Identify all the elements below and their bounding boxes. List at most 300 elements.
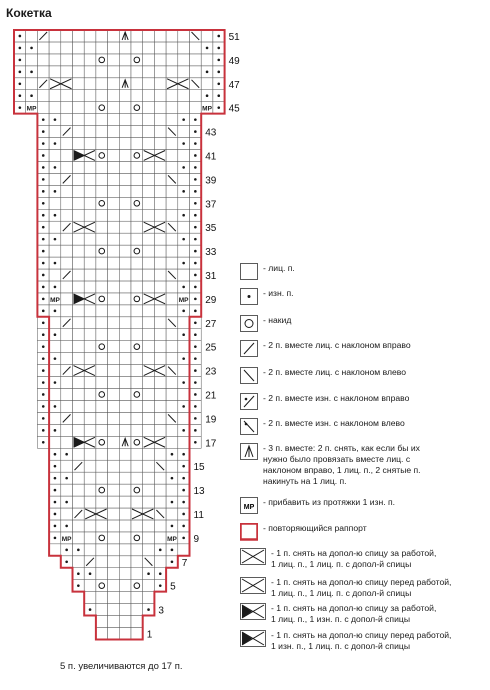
chart-cell xyxy=(119,281,131,293)
chart-cell xyxy=(73,173,85,185)
chart-cell xyxy=(154,532,166,544)
mp-increase-mark: MP xyxy=(178,296,189,304)
chart-cell xyxy=(178,30,190,42)
chart-cell xyxy=(166,114,178,126)
chart-cell xyxy=(49,173,61,185)
purl-dot xyxy=(65,525,68,528)
chart-cell xyxy=(108,221,120,233)
chart-cell xyxy=(73,389,85,401)
chart-cell xyxy=(73,412,85,424)
row-number: 13 xyxy=(193,486,205,498)
purl-dot xyxy=(42,429,45,432)
chart-cell xyxy=(178,245,190,257)
chart-cell xyxy=(166,436,178,448)
chart-cell xyxy=(119,580,131,592)
chart-cell xyxy=(96,197,108,209)
chart-cell xyxy=(108,628,120,640)
chart-cell xyxy=(131,604,143,616)
chart-cell xyxy=(108,484,120,496)
chart-cell xyxy=(84,42,96,54)
chart-cell xyxy=(131,150,143,162)
chart-cell xyxy=(96,209,108,221)
purl-dot xyxy=(194,441,197,444)
chart-cell xyxy=(166,161,178,173)
legend-item xyxy=(240,393,409,411)
chart-cell xyxy=(166,424,178,436)
chart-cell xyxy=(143,472,155,484)
chart-cell xyxy=(96,592,108,604)
chart-cell xyxy=(131,293,143,305)
purl-dot xyxy=(77,572,80,575)
chart-cell xyxy=(108,305,120,317)
chart-cell xyxy=(154,173,166,185)
chart-cell xyxy=(108,102,120,114)
purl-dot xyxy=(194,369,197,372)
chart-cell xyxy=(166,508,178,520)
chart-cell xyxy=(131,400,143,412)
chart-cell xyxy=(131,424,143,436)
chart-cell xyxy=(96,616,108,628)
chart-cell xyxy=(154,329,166,341)
chart-cell xyxy=(84,54,96,66)
chart-cell xyxy=(154,185,166,197)
chart-title: Кокетка xyxy=(6,6,52,20)
chart-cell xyxy=(166,185,178,197)
chart-cell xyxy=(143,54,155,66)
chart-cell xyxy=(84,544,96,556)
chart-cell xyxy=(73,42,85,54)
chart-cell xyxy=(131,66,143,78)
chart-cell xyxy=(119,353,131,365)
purl-dot xyxy=(42,369,45,372)
chart-cell xyxy=(84,126,96,138)
purl-dot xyxy=(217,94,220,97)
chart-cell xyxy=(108,329,120,341)
chart-cell xyxy=(73,209,85,221)
purl-dot xyxy=(182,286,185,289)
chart-cell xyxy=(178,102,190,114)
chart-cell xyxy=(84,161,96,173)
chart-cell xyxy=(73,185,85,197)
purl-dot xyxy=(19,71,22,74)
chart-cell xyxy=(61,389,73,401)
chart-cell xyxy=(108,269,120,281)
chart-cell xyxy=(143,138,155,150)
chart-cell xyxy=(143,269,155,281)
purl-dot xyxy=(54,310,57,313)
chart-cell xyxy=(61,66,73,78)
chart-cell xyxy=(131,233,143,245)
chart-cell xyxy=(84,185,96,197)
chart-cell xyxy=(201,78,213,90)
chart-cell xyxy=(166,209,178,221)
chart-cell xyxy=(84,520,96,532)
chart-cell xyxy=(96,233,108,245)
mp-increase-mark: MP xyxy=(61,535,72,543)
purl-dot xyxy=(194,321,197,324)
chart-cell xyxy=(96,78,108,90)
chart-cell xyxy=(61,42,73,54)
legend-item xyxy=(240,263,295,281)
chart-cell xyxy=(96,544,108,556)
chart-cell xyxy=(73,78,85,90)
purl-dot xyxy=(182,190,185,193)
chart-cell xyxy=(84,377,96,389)
purl-dot xyxy=(194,154,197,157)
row-number: 23 xyxy=(205,366,217,378)
purl-dot xyxy=(194,274,197,277)
chart-cell xyxy=(49,436,61,448)
chart-cell xyxy=(143,448,155,460)
row-number: 11 xyxy=(193,509,204,521)
chart-cell xyxy=(108,281,120,293)
chart-cell xyxy=(96,436,108,448)
chart-cell xyxy=(119,365,131,377)
mp-increase-mark: MP xyxy=(26,105,37,113)
chart-cell xyxy=(96,329,108,341)
chart-cell xyxy=(154,496,166,508)
chart-cell xyxy=(119,329,131,341)
chart-cell xyxy=(119,400,131,412)
chart-cell xyxy=(119,221,131,233)
chart-cell xyxy=(73,138,85,150)
chart-cell xyxy=(119,556,131,568)
chart-cell xyxy=(178,54,190,66)
chart-cell xyxy=(61,424,73,436)
purl-dot xyxy=(182,477,185,480)
purl-dot xyxy=(194,202,197,205)
chart-cell xyxy=(131,544,143,556)
chart-cell xyxy=(73,305,85,317)
chart-cell xyxy=(143,532,155,544)
chart-cell xyxy=(119,377,131,389)
chart-cell xyxy=(73,102,85,114)
chart-cell xyxy=(49,66,61,78)
purl-dot xyxy=(194,118,197,121)
chart-cell xyxy=(119,233,131,245)
chart-cell xyxy=(119,197,131,209)
chart-cell xyxy=(96,54,108,66)
chart-cell xyxy=(154,245,166,257)
chart-cell xyxy=(143,66,155,78)
legend-text: - 2 п. вместе изн. с наклоном вправо xyxy=(263,393,410,403)
purl-dot xyxy=(194,130,197,133)
chart-cell xyxy=(49,341,61,353)
chart-cell xyxy=(154,233,166,245)
chart-cell xyxy=(73,496,85,508)
chart-cell xyxy=(178,269,190,281)
chart-cell xyxy=(61,233,73,245)
chart-cell xyxy=(190,54,202,66)
chart-cell xyxy=(96,245,108,257)
chart-cell xyxy=(154,114,166,126)
chart-cell xyxy=(73,233,85,245)
chart-cell xyxy=(154,484,166,496)
chart-cell xyxy=(154,209,166,221)
mp-increase-mark: MP xyxy=(50,296,60,304)
chart-cell xyxy=(154,353,166,365)
chart-cell xyxy=(119,317,131,329)
chart-cell xyxy=(108,616,120,628)
chart-cell xyxy=(131,448,143,460)
chart-cell xyxy=(108,173,120,185)
row-number: 43 xyxy=(205,127,217,139)
chart-cell xyxy=(84,66,96,78)
chart-cell xyxy=(143,126,155,138)
chart-cell xyxy=(143,544,155,556)
chart-cell xyxy=(73,197,85,209)
chart-cell xyxy=(61,54,73,66)
purl-dot xyxy=(182,262,185,265)
chart-cell xyxy=(143,329,155,341)
chart-cell xyxy=(119,185,131,197)
chart-cell xyxy=(61,197,73,209)
chart-cell xyxy=(49,221,61,233)
chart-cell xyxy=(154,317,166,329)
purl-dot xyxy=(42,274,45,277)
purl-dot xyxy=(54,537,57,540)
legend-text: - накид xyxy=(263,315,292,325)
chart-cell xyxy=(84,30,96,42)
legend-text: - 2 п. вместе лиц. с наклоном вправо xyxy=(263,340,411,350)
chart-cell xyxy=(131,42,143,54)
chart-cell xyxy=(166,138,178,150)
row-number: 25 xyxy=(205,342,217,354)
chart-cell xyxy=(178,365,190,377)
chart-cell xyxy=(166,233,178,245)
purl-dot xyxy=(182,405,185,408)
purl-dot xyxy=(19,47,22,50)
purl-dot xyxy=(194,310,197,313)
chart-cell xyxy=(143,197,155,209)
chart-cell xyxy=(108,472,120,484)
chart-cell xyxy=(84,102,96,114)
chart-cell xyxy=(37,42,49,54)
chart-cell xyxy=(154,269,166,281)
chart-cell xyxy=(119,508,131,520)
chart-cell xyxy=(84,580,96,592)
chart-cell xyxy=(49,126,61,138)
chart-cell xyxy=(73,353,85,365)
row-number: 15 xyxy=(193,462,205,474)
purl-dot xyxy=(54,453,57,456)
chart-cell xyxy=(61,436,73,448)
row-number: 7 xyxy=(181,557,188,569)
chart-cell xyxy=(96,341,108,353)
chart-cell xyxy=(73,281,85,293)
purl-dot xyxy=(217,106,220,109)
chart-cell xyxy=(131,114,143,126)
legend-item xyxy=(240,288,294,306)
chart-cell xyxy=(96,257,108,269)
chart-cell xyxy=(108,54,120,66)
chart-cell xyxy=(73,30,85,42)
chart-cell xyxy=(131,628,143,640)
chart-cell xyxy=(119,138,131,150)
chart-cell xyxy=(108,568,120,580)
purl-dot xyxy=(182,429,185,432)
purl-dot xyxy=(42,357,45,360)
circle-cell-icon xyxy=(240,315,258,333)
chart-cell xyxy=(166,197,178,209)
chart-cell xyxy=(178,197,190,209)
legend-item xyxy=(240,497,395,515)
row-number: 35 xyxy=(205,223,217,235)
purl-dot xyxy=(65,477,68,480)
chart-cell xyxy=(166,400,178,412)
chart-cell xyxy=(108,604,120,616)
chart-cell xyxy=(84,281,96,293)
chart-cell xyxy=(96,400,108,412)
row-number: 37 xyxy=(205,199,217,211)
purl-dot xyxy=(42,345,45,348)
chart-cell xyxy=(84,78,96,90)
chart-cell xyxy=(49,389,61,401)
chart-cell xyxy=(61,400,73,412)
chart-cell xyxy=(96,42,108,54)
chart-cell xyxy=(131,197,143,209)
purl-dot xyxy=(182,489,185,492)
chart-cell xyxy=(143,460,155,472)
chart-cell xyxy=(108,377,120,389)
triple-arrow-icon xyxy=(240,443,258,461)
chart-cell xyxy=(119,257,131,269)
chart-cell xyxy=(154,556,166,568)
chart-cell xyxy=(96,460,108,472)
chart-cell xyxy=(178,317,190,329)
chart-cell xyxy=(131,365,143,377)
chart-cell xyxy=(131,496,143,508)
chart-cell xyxy=(61,102,73,114)
purl-dot xyxy=(194,178,197,181)
chart-cell xyxy=(96,317,108,329)
chart-cell xyxy=(178,42,190,54)
chart-cell xyxy=(61,161,73,173)
chart-cell xyxy=(143,305,155,317)
chart-cell xyxy=(108,580,120,592)
chart-cell xyxy=(143,317,155,329)
chart-cell xyxy=(73,90,85,102)
purl-dot xyxy=(54,465,57,468)
chart-cell xyxy=(143,185,155,197)
chart-cell xyxy=(61,150,73,162)
row-number: 31 xyxy=(205,270,217,282)
chart-cell xyxy=(143,580,155,592)
chart-cell xyxy=(131,257,143,269)
purl-dot xyxy=(194,214,197,217)
chart-cell xyxy=(178,412,190,424)
chart-cell xyxy=(108,78,120,90)
chart-cell xyxy=(143,42,155,54)
slash-left-icon xyxy=(240,367,258,385)
chart-cell xyxy=(108,520,120,532)
purl-dot xyxy=(42,381,45,384)
chart-cell xyxy=(131,138,143,150)
chart-cell xyxy=(131,126,143,138)
chart-cell xyxy=(119,305,131,317)
chart-cell xyxy=(73,341,85,353)
chart-cell xyxy=(178,389,190,401)
chart-cell xyxy=(108,592,120,604)
chart-cell xyxy=(61,209,73,221)
purl-dot xyxy=(194,226,197,229)
legend-item xyxy=(240,577,451,599)
purl-dot xyxy=(54,405,57,408)
chart-cell xyxy=(108,138,120,150)
purl-dot xyxy=(217,82,220,85)
purl-dot xyxy=(194,405,197,408)
chart-cell xyxy=(108,233,120,245)
chart-cell xyxy=(26,30,38,42)
chart-cell xyxy=(119,173,131,185)
purl-dot xyxy=(77,549,80,552)
row-number: 29 xyxy=(205,294,217,306)
purl-dot xyxy=(182,501,185,504)
purl-dot xyxy=(19,59,22,62)
chart-cell xyxy=(49,412,61,424)
chart-cell xyxy=(49,90,61,102)
chart-cell xyxy=(190,42,202,54)
chart-cell xyxy=(108,30,120,42)
purl-dot xyxy=(65,453,68,456)
chart-cell xyxy=(26,54,38,66)
row-number: 45 xyxy=(228,103,240,115)
chart-cell xyxy=(49,30,61,42)
chart-cell xyxy=(131,221,143,233)
chart-cell xyxy=(108,448,120,460)
chart-cell xyxy=(108,150,120,162)
chart-cell xyxy=(131,317,143,329)
chart-cell xyxy=(61,293,73,305)
purl-dot xyxy=(42,238,45,241)
chart-cell xyxy=(131,305,143,317)
chart-cell xyxy=(154,102,166,114)
purl-dot xyxy=(159,584,162,587)
chart-cell xyxy=(178,90,190,102)
chart-cell xyxy=(96,604,108,616)
legend-text: - 2 п. вместе изн. с наклоном влево xyxy=(263,418,405,428)
chart-cell xyxy=(108,197,120,209)
chart-cell xyxy=(119,245,131,257)
chart-cell xyxy=(84,257,96,269)
chart-cell xyxy=(119,448,131,460)
legend-item xyxy=(240,367,406,385)
chart-cell xyxy=(84,341,96,353)
chart-cell xyxy=(131,472,143,484)
purl-dot xyxy=(77,584,80,587)
purl-dot xyxy=(54,513,57,516)
purl-dot xyxy=(42,441,45,444)
row-number: 1 xyxy=(146,629,153,641)
chart-cell xyxy=(119,209,131,221)
chart-cell xyxy=(96,496,108,508)
chart-cell xyxy=(108,341,120,353)
chart-cell xyxy=(84,353,96,365)
chart-cell xyxy=(84,114,96,126)
chart-cell xyxy=(131,460,143,472)
chart-cell xyxy=(49,197,61,209)
chart-cell xyxy=(154,30,166,42)
chart-cell xyxy=(96,377,108,389)
chart-cell xyxy=(119,293,131,305)
legend-text: - повторяющийся раппорт xyxy=(263,523,367,533)
chart-cell xyxy=(96,532,108,544)
legend-item xyxy=(240,315,291,333)
purl-dot xyxy=(206,94,209,97)
chart-cell xyxy=(84,460,96,472)
purl-dot xyxy=(54,489,57,492)
purl-dot xyxy=(194,238,197,241)
